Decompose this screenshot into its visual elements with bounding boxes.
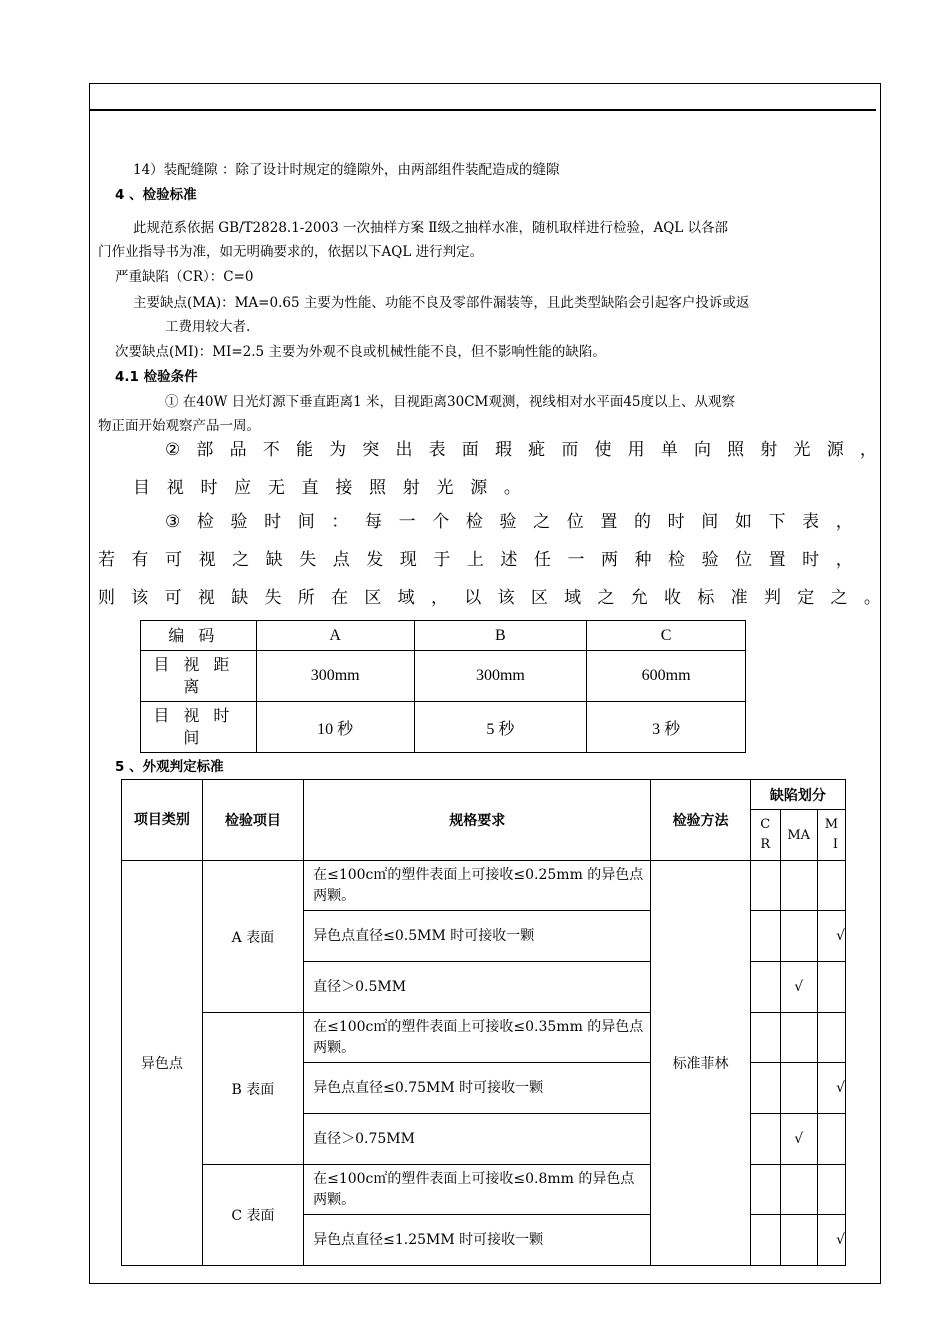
mi-cell bbox=[817, 962, 845, 1013]
time-table-cell: 300mm bbox=[414, 651, 587, 702]
char: 使 bbox=[594, 440, 612, 460]
cr-cell bbox=[750, 962, 780, 1013]
time-table-header: B bbox=[414, 621, 587, 651]
char: 之 bbox=[232, 550, 250, 570]
time-table-header: C bbox=[587, 621, 746, 651]
char: 而 bbox=[561, 440, 579, 460]
ma-cell: √ bbox=[780, 1114, 817, 1165]
cr-cell bbox=[750, 1013, 780, 1063]
char: ③ bbox=[165, 512, 181, 532]
header-method: 检验方法 bbox=[651, 780, 750, 861]
char: 于 bbox=[433, 550, 451, 570]
cr-line: 严重缺陷（CR）：C=0 bbox=[115, 269, 254, 285]
char: 时 bbox=[667, 512, 685, 532]
mi-cell: √ bbox=[817, 911, 845, 962]
char: 出 bbox=[395, 440, 413, 460]
cr-cell bbox=[750, 1063, 780, 1114]
char: 应 bbox=[234, 478, 252, 498]
ma-line1: 主要缺点(MA)：MA=0.65 主要为性能、功能不良及零部件漏装等，且此类型缺陷会引起客户投诉或返 bbox=[133, 295, 750, 311]
char: 突 bbox=[362, 440, 380, 460]
char: ， bbox=[835, 550, 853, 570]
item-cell: C 表面 bbox=[202, 1165, 303, 1266]
cond3-line3 bbox=[98, 589, 881, 607]
mi-line: 次要缺点(MI)：MI=2.5 主要为外观不良或机械性能不良，但不影响性能的缺陷。 bbox=[115, 344, 606, 360]
char: 种 bbox=[634, 550, 652, 570]
cond2-line2 bbox=[133, 479, 521, 497]
char: 域 bbox=[564, 588, 582, 608]
item-cell: B 表面 bbox=[202, 1013, 303, 1165]
char: 位 bbox=[735, 550, 753, 570]
char: 射 bbox=[402, 478, 420, 498]
char: 品 bbox=[229, 440, 247, 460]
cr-cell bbox=[750, 1215, 780, 1266]
char: 下 bbox=[768, 512, 786, 532]
char: 每 bbox=[365, 512, 382, 532]
ma-cell bbox=[780, 1165, 817, 1215]
char: 点 bbox=[332, 550, 350, 570]
mi-cell: √ bbox=[817, 1063, 845, 1114]
char: 之 bbox=[830, 588, 848, 608]
char: 射 bbox=[760, 440, 778, 460]
char: 之 bbox=[597, 588, 615, 608]
char: 准 bbox=[730, 588, 748, 608]
header-item: 检验项目 bbox=[202, 780, 303, 861]
char: 光 bbox=[793, 440, 811, 460]
time-table-cell: 600mm bbox=[587, 651, 746, 702]
requirement-cell: 直径＞0.75MM bbox=[304, 1114, 651, 1165]
char: 验 bbox=[499, 512, 517, 532]
time-table-header: 编码 bbox=[141, 621, 257, 651]
time-table-cell: 10 秒 bbox=[256, 702, 414, 753]
mi-cell bbox=[817, 1165, 845, 1215]
sec5-title: 5 、外观判定标准 bbox=[115, 759, 224, 775]
char: 。 bbox=[863, 588, 881, 608]
char: 用 bbox=[627, 440, 645, 460]
cond1-line2: 物正面开始观察产品一周。 bbox=[98, 418, 260, 434]
char: 不 bbox=[262, 440, 280, 460]
char: 疵 bbox=[528, 440, 546, 460]
char: 述 bbox=[500, 550, 518, 570]
char: 若 bbox=[98, 550, 115, 570]
time-table bbox=[140, 620, 746, 753]
char: 之 bbox=[533, 512, 551, 532]
category-cell: 异色点 bbox=[122, 861, 203, 1266]
char: 允 bbox=[630, 588, 648, 608]
ma-cell bbox=[780, 1215, 817, 1266]
sec41-title: 4.1 检验条件 bbox=[115, 369, 198, 385]
char: 光 bbox=[436, 478, 454, 498]
gap-item: 14）装配缝隙 ：除了设计时规定的缝隙外，由两部组件装配造成的缝隙 bbox=[133, 162, 560, 178]
char: 以 bbox=[464, 588, 482, 608]
char: ： bbox=[331, 512, 349, 532]
cond3-line2 bbox=[98, 551, 853, 569]
sec4-para-line2: 门作业指导书为准，如无明确要求的，依据以下AQL 进行判定。 bbox=[98, 244, 484, 260]
char: 验 bbox=[701, 550, 719, 570]
requirement-cell: 异色点直径≤0.75MM 时可接收一颗 bbox=[304, 1063, 651, 1114]
char: 检 bbox=[668, 550, 686, 570]
requirement-cell: 直径＞0.5MM bbox=[304, 962, 651, 1013]
char: 置 bbox=[768, 550, 786, 570]
char: 位 bbox=[566, 512, 584, 532]
char: 域 bbox=[397, 588, 415, 608]
char: 如 bbox=[734, 512, 752, 532]
requirement-cell: 在≤100c㎡的塑件表面上可接收≤0.35mm 的异色点两颗。 bbox=[304, 1013, 651, 1063]
char: 照 bbox=[727, 440, 745, 460]
char: ， bbox=[859, 440, 877, 460]
char: 为 bbox=[329, 440, 347, 460]
char: ② bbox=[165, 440, 181, 460]
char: 缺 bbox=[265, 550, 283, 570]
char: 一 bbox=[398, 512, 416, 532]
header-cr: CR bbox=[750, 810, 780, 861]
char: ， bbox=[835, 512, 853, 532]
char: 无 bbox=[267, 478, 285, 498]
char: 失 bbox=[299, 550, 317, 570]
sec4-para-line1: 此规范系依据 GB/T2828.1-2003 一次抽样方案 Ⅱ级之抽样水准，随机取样进行检验，AQL 以各部 bbox=[133, 220, 729, 236]
char: 时 bbox=[264, 512, 282, 532]
ma-cell bbox=[780, 1063, 817, 1114]
char: 定 bbox=[797, 588, 815, 608]
char: 所 bbox=[297, 588, 315, 608]
char: 视 bbox=[197, 588, 215, 608]
char: 照 bbox=[369, 478, 387, 498]
char: 一 bbox=[567, 550, 585, 570]
requirement-cell: 异色点直径≤1.25MM 时可接收一颗 bbox=[304, 1215, 651, 1266]
char: 可 bbox=[164, 588, 182, 608]
char: 间 bbox=[297, 512, 315, 532]
spec-table bbox=[121, 779, 846, 1266]
char: 现 bbox=[399, 550, 417, 570]
ma-cell bbox=[780, 911, 817, 962]
char: 瑕 bbox=[494, 440, 512, 460]
mi-cell: √ bbox=[817, 1215, 845, 1266]
method-cell: 标准菲林 bbox=[651, 861, 750, 1266]
char: 时 bbox=[802, 550, 820, 570]
char: 单 bbox=[660, 440, 678, 460]
header-rule bbox=[90, 109, 876, 111]
ma-cell bbox=[780, 1013, 817, 1063]
time-table-row-label: 目视时间 bbox=[141, 702, 257, 753]
char: 判 bbox=[763, 588, 781, 608]
char: 直 bbox=[301, 478, 319, 498]
char: 接 bbox=[335, 478, 353, 498]
char: 向 bbox=[694, 440, 711, 460]
char: 时 bbox=[200, 478, 218, 498]
requirement-cell: 异色点直径≤0.5MM 时可接收一颗 bbox=[304, 911, 651, 962]
char: 则 bbox=[98, 588, 115, 608]
char: 视 bbox=[166, 478, 184, 498]
time-table-header: A bbox=[256, 621, 414, 651]
time-table-row-label: 目视距离 bbox=[141, 651, 257, 702]
sec4-title: 4 、检验标准 bbox=[115, 187, 197, 203]
cr-cell bbox=[750, 1165, 780, 1215]
char: 。 bbox=[503, 478, 521, 498]
char: 间 bbox=[701, 512, 719, 532]
item-cell: A 表面 bbox=[202, 861, 303, 1013]
char: ， bbox=[430, 588, 448, 608]
mi-cell bbox=[817, 861, 845, 911]
char: 可 bbox=[165, 550, 183, 570]
char: 验 bbox=[230, 512, 248, 532]
ma-cell: √ bbox=[780, 962, 817, 1013]
char: 收 bbox=[664, 588, 682, 608]
char: 检 bbox=[465, 512, 483, 532]
requirement-cell: 在≤100c㎡的塑件表面上可接收≤0.25mm 的异色点两颗。 bbox=[304, 861, 651, 911]
time-table-cell: 5 秒 bbox=[414, 702, 587, 753]
char: 该 bbox=[497, 588, 515, 608]
char: 任 bbox=[533, 550, 551, 570]
mi-cell bbox=[817, 1013, 845, 1063]
char: 缺 bbox=[231, 588, 249, 608]
cr-cell bbox=[750, 1114, 780, 1165]
char: 源 bbox=[470, 478, 488, 498]
ma-line2: 工费用较大者. bbox=[165, 319, 251, 335]
char: 目 bbox=[133, 478, 150, 498]
char: 有 bbox=[131, 550, 149, 570]
char: 视 bbox=[198, 550, 216, 570]
char: 置 bbox=[600, 512, 618, 532]
char: 个 bbox=[432, 512, 450, 532]
char: 的 bbox=[634, 512, 651, 532]
char: 发 bbox=[366, 550, 384, 570]
cr-cell bbox=[750, 861, 780, 911]
char: 标 bbox=[697, 588, 715, 608]
char: 两 bbox=[600, 550, 618, 570]
char: 该 bbox=[131, 588, 149, 608]
char: 部 bbox=[196, 440, 214, 460]
char: 失 bbox=[264, 588, 282, 608]
mi-cell bbox=[817, 1114, 845, 1165]
cond3-line1 bbox=[165, 513, 853, 531]
cond1-line1: ① 在40W 日光灯源下垂直距离1 米，目视距离30CM观测，视线相对水平面45度以上、从观察 bbox=[165, 394, 736, 410]
char: 区 bbox=[364, 588, 382, 608]
header-requirement: 规格要求 bbox=[304, 780, 651, 861]
cr-cell bbox=[750, 911, 780, 962]
header-mi: MI bbox=[817, 810, 845, 861]
header-defect: 缺陷划分 bbox=[750, 780, 845, 810]
header-ma: MA bbox=[780, 810, 817, 861]
header-category: 项目类别 bbox=[122, 780, 203, 861]
char: 检 bbox=[196, 512, 214, 532]
char: 表 bbox=[802, 512, 820, 532]
ma-cell bbox=[780, 861, 817, 911]
char: 在 bbox=[331, 588, 349, 608]
char: 上 bbox=[466, 550, 484, 570]
cond2-line1 bbox=[165, 441, 877, 459]
time-table-cell: 3 秒 bbox=[587, 702, 746, 753]
char: 表 bbox=[428, 440, 446, 460]
char: 面 bbox=[461, 440, 479, 460]
char: 能 bbox=[295, 440, 313, 460]
char: 区 bbox=[530, 588, 548, 608]
time-table-cell: 300mm bbox=[256, 651, 414, 702]
requirement-cell: 在≤100c㎡的塑件表面上可接收≤0.8mm 的异色点两颗。 bbox=[304, 1165, 651, 1215]
char: 源 bbox=[826, 440, 844, 460]
